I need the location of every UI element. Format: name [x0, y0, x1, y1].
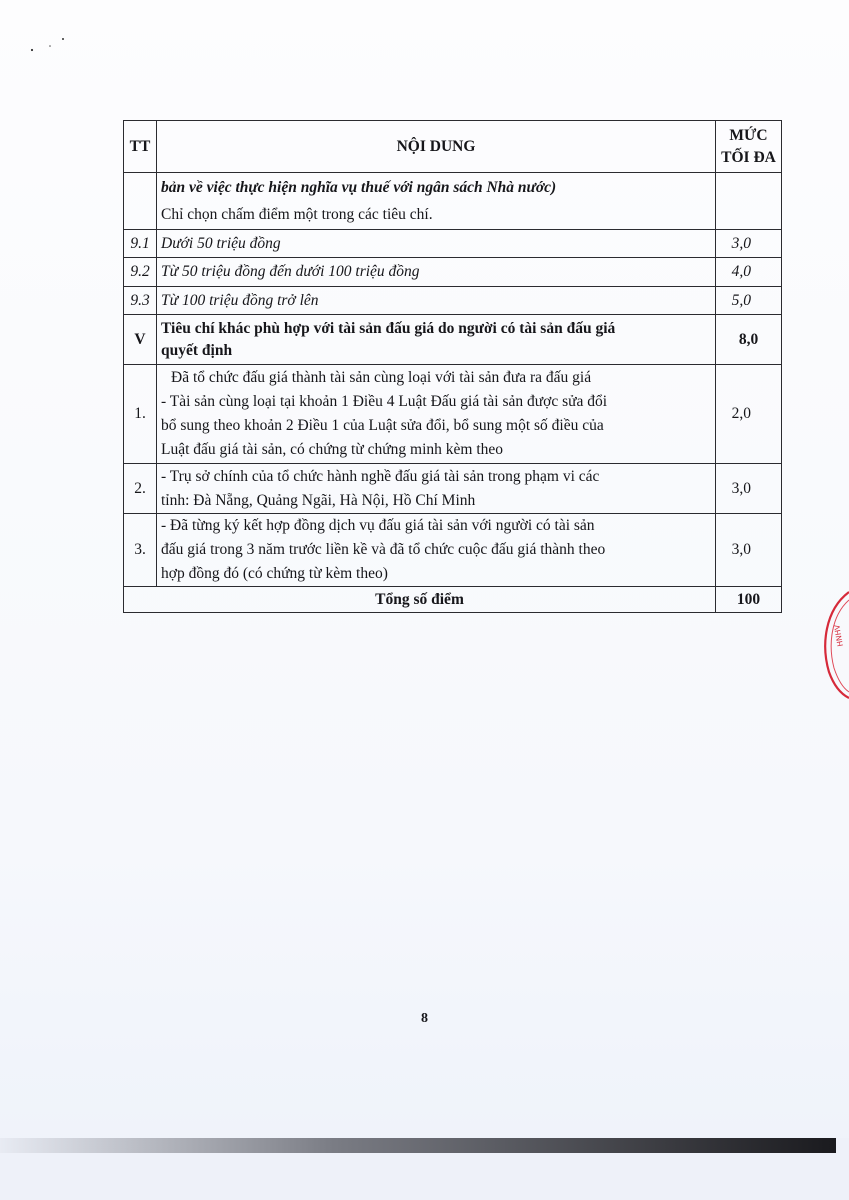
row-line: bổ sung theo khoản 2 Điều 1 của Luật sửa đổi, bổ sung một số điều của [161, 417, 604, 434]
table-total-row [124, 587, 782, 613]
row-tt: 9.2 [124, 258, 157, 287]
table-row [124, 258, 782, 287]
header-max-line2: TỐI ĐA [721, 148, 776, 166]
total-value: 100 [716, 587, 782, 613]
row-content [157, 365, 716, 464]
row-content [157, 173, 716, 230]
table-row [124, 315, 782, 365]
table-header-row [124, 121, 782, 173]
row-line: đấu giá trong 3 năm trước liền kề và đã tổ chức cuộc đấu giá thành theo [161, 541, 606, 558]
row-max: 5,0 [716, 287, 782, 315]
table-row [124, 365, 782, 464]
row-max [716, 173, 782, 230]
row-content [157, 514, 716, 587]
row-line: - Tài sản cùng loại tại khoản 1 Điều 4 Luật Đấu giá tài sản được sửa đổi [161, 393, 608, 410]
row-line: quyết định [161, 341, 233, 359]
row-line: Đã tổ chức đấu giá thành tài sản cùng loại với tài sản đưa ra đấu giá [171, 369, 592, 386]
row-content [157, 315, 716, 365]
row-max: 8,0 [716, 315, 782, 365]
row-tt: 2. [124, 464, 157, 514]
header-max [716, 121, 782, 173]
row-content: Dưới 50 triệu đồng [157, 230, 716, 258]
row-tt: 3. [124, 514, 157, 587]
header-tt: TT [124, 121, 157, 173]
table-row [124, 514, 782, 587]
row-content: Từ 50 triệu đồng đến dưới 100 triệu đồng [157, 258, 716, 287]
row-max: 3,0 [716, 464, 782, 514]
table-row [124, 287, 782, 315]
row-line: hợp đồng đó (có chứng từ kèm theo) [161, 565, 388, 582]
header-max-line1: MỨC [729, 126, 768, 144]
stamp-text: HNHV [832, 623, 845, 648]
header-content: NỘI DUNG [157, 121, 716, 173]
row-line: Tiêu chí khác phù hợp với tài sản đấu giá do người có tài sản đấu giá [161, 319, 616, 337]
row-tt: 9.3 [124, 287, 157, 315]
total-label: Tổng số điểm [124, 587, 716, 613]
red-stamp-edge [819, 590, 849, 700]
row-line: Luật đấu giá tài sản, có chứng từ chứng minh kèm theo [161, 441, 504, 458]
row-line: tỉnh: Đà Nẵng, Quảng Ngãi, Hà Nội, Hồ Chí Minh [161, 491, 476, 509]
row-max: 4,0 [716, 258, 782, 287]
table-row [124, 464, 782, 514]
row-tt: 9.1 [124, 230, 157, 258]
scoring-table [123, 120, 782, 613]
row-line: - Trụ sở chính của tổ chức hành nghề đấu giá tài sản trong phạm vi các [161, 467, 600, 485]
row-tt [124, 173, 157, 230]
row-line: bản về việc thực hiện nghĩa vụ thuế với ngân sách Nhà nước) [161, 179, 557, 196]
page-number: 8 [421, 1011, 428, 1026]
row-line: - Đã từng ký kết hợp đồng dịch vụ đấu giá tài sản với người có tài sản [161, 517, 595, 534]
row-line: Chỉ chọn chấm điểm một trong các tiêu chí. [161, 206, 433, 223]
row-content [157, 464, 716, 514]
scan-specks [28, 36, 78, 56]
row-max: 3,0 [716, 230, 782, 258]
row-max: 2,0 [716, 365, 782, 464]
table-row [124, 173, 782, 230]
row-tt: 1. [124, 365, 157, 464]
table-row [124, 230, 782, 258]
scan-edge-shadow [0, 1138, 836, 1153]
row-tt: V [124, 315, 157, 365]
row-content: Từ 100 triệu đồng trở lên [157, 287, 716, 315]
row-max: 3,0 [716, 514, 782, 587]
